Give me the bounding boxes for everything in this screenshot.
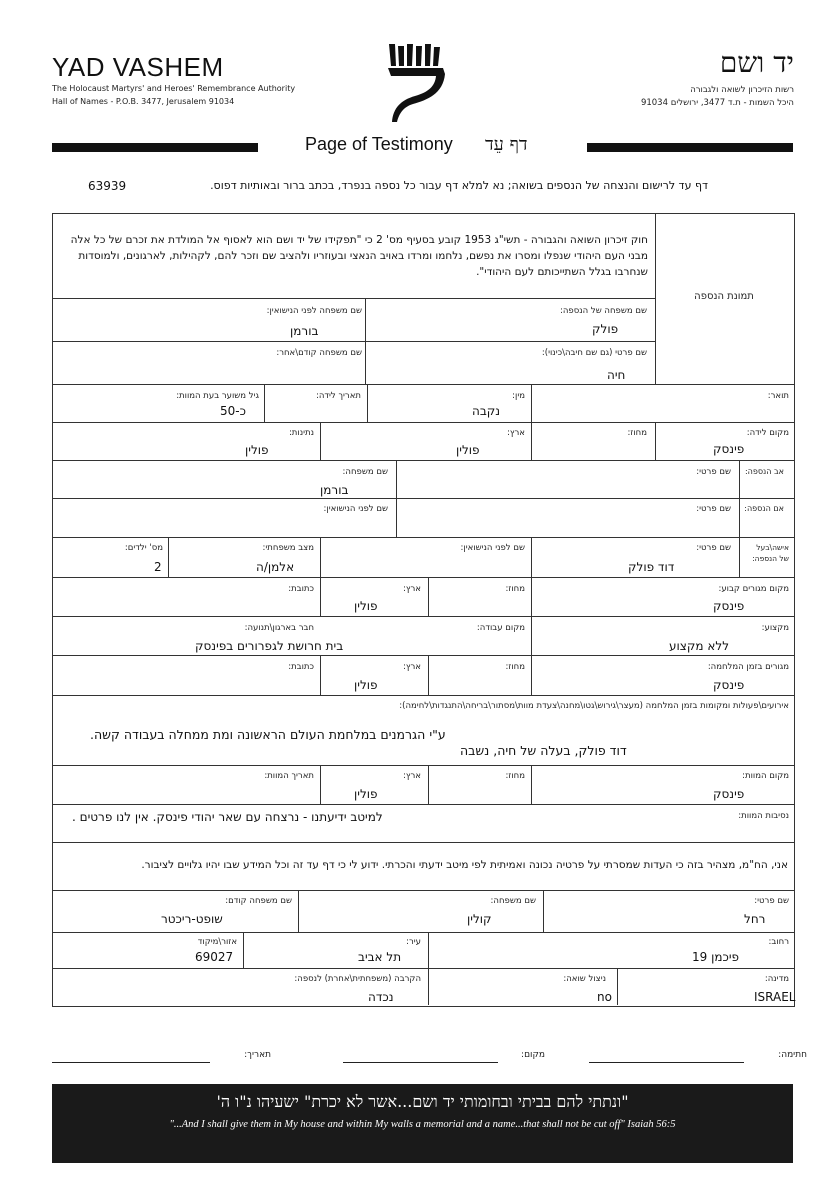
victim-birth-date-label: תאריך לידה: — [315, 391, 361, 401]
victim-age-label: גיל משוער בעת המוות: — [176, 391, 259, 401]
wartime-address-label: כתובת: — [288, 662, 314, 672]
title-bar-left — [52, 143, 258, 152]
submitter-first-name-label: שם פרטי: — [754, 896, 789, 906]
spouse-first-name-value: דוד פולק — [628, 560, 675, 574]
profession-value: ללא מקצוע — [669, 639, 730, 653]
victim-gender-label: מין: — [512, 391, 525, 401]
victim-last-name-value: פולק — [592, 322, 619, 336]
children-count-label: מס' ילדים: — [124, 543, 163, 553]
victim-maiden-name-value: בורמן — [290, 324, 319, 338]
submitter-city-value: תל אביב — [358, 950, 402, 964]
death-place-value: פינסק — [713, 787, 745, 801]
sign-date-label: תאריך: — [244, 1050, 271, 1060]
spouse-maiden-name-label: שם לפני הנישואין: — [460, 543, 525, 553]
submitter-city-label: עיר: — [406, 937, 421, 947]
victim-previous-last-name-label: שם משפחה קודם\אחר: — [276, 348, 362, 358]
victim-first-name-label: שם פרטי (גם שם חיבה\כינוי): — [541, 348, 647, 358]
org-subtitle-he-2: היכל השמות - ת.ד 3477, ירושלים 91034 — [640, 98, 794, 108]
wartime-country-value: פולין — [354, 678, 378, 692]
victim-title-label: תואר: — [767, 391, 789, 401]
victim-last-name-label: שם משפחה של הנספה: — [559, 306, 647, 316]
organization-label: חבר בארגון\תנועה: — [244, 623, 314, 633]
victim-gender-value: נקבה — [472, 404, 501, 418]
marital-status-label: מצב משפחתי: — [262, 543, 314, 553]
sign-date-line[interactable] — [52, 1062, 210, 1063]
victim-maiden-name-label: שם משפחה לפני הנישואין: — [266, 306, 362, 316]
death-place-label: מקום המוות: — [742, 771, 789, 781]
signature-label: חתימה: — [778, 1050, 807, 1060]
relation-value: נכדה — [368, 990, 394, 1004]
submitter-zip-value: 69027 — [195, 950, 234, 964]
wartime-country-label: ארץ: — [403, 662, 421, 672]
wartime-place-label: מגורים בזמן המלחמה: — [707, 662, 789, 672]
victim-birth-place-label: מקום לידה: — [746, 428, 789, 438]
sign-place-line[interactable] — [343, 1062, 498, 1063]
profession-label: מקצוע: — [761, 623, 789, 633]
org-subtitle-en-1: The Holocaust Martyrs' and Heroes' Remembrance Authority — [52, 84, 296, 93]
sign-place-label: מקום: — [521, 1050, 545, 1060]
residence-address-label: כתובת: — [288, 584, 314, 594]
form-number: 63939 — [88, 179, 127, 193]
survivor-value: no — [597, 990, 612, 1004]
father-first-name-label: שם פרטי: — [696, 467, 731, 477]
victim-birth-district-label: מחוז: — [627, 428, 647, 438]
victim-nationality-value: פולין — [245, 443, 269, 457]
declaration-text: אני, הח"מ, מצהיר בזה כי העדות שמסרתי על פרטיה נכונה ואמיתית לפי מיטב ידעתי והכרתי. ידוע לי כי דף עד זה וכל המידע שבו יהיו גלויים לציבור. — [141, 859, 788, 871]
death-country-label: ארץ: — [403, 771, 421, 781]
marital-status-value: אלמן/ה — [256, 560, 295, 574]
victim-nationality-label: נתינות: — [288, 428, 314, 438]
submitter-country-label: מדינה: — [764, 974, 789, 984]
spouse-first-name-label: שם פרטי: — [696, 543, 731, 553]
yad-vashem-logo — [383, 42, 453, 124]
father-last-name-label: שם משפחה: — [342, 467, 388, 477]
org-subtitle-he-1: רשות הזיכרון לשואה ולגבורה — [690, 85, 794, 95]
residence-country-label: ארץ: — [403, 584, 421, 594]
submitter-first-name-value: רחל — [744, 912, 766, 926]
survivor-label: ניצול שואה: — [563, 974, 606, 984]
org-subtitle-en-2: Hall of Names - P.O.B. 3477, Jerusalem 91034 — [52, 97, 235, 106]
mother-row-label: אם הנספה: — [744, 504, 784, 513]
death-circumstances-label: נסיבות המוות: — [738, 811, 789, 821]
form-frame — [52, 213, 795, 1007]
father-row-label: אב הנספה: — [744, 467, 784, 476]
death-district-label: מחוז: — [505, 771, 525, 781]
org-name-en: YAD VASHEM — [52, 52, 224, 82]
footer-quote-en: "...And I shall give them in My house and within My walls a memorial and a name...that shall not be cut off" Isaiah 56:5 — [169, 1119, 676, 1130]
death-date-label: תאריך המוות: — [264, 771, 314, 781]
submitter-zip-label: אזור\מיקוד — [197, 937, 237, 947]
submitter-street-label: רחוב: — [768, 937, 789, 947]
wartime-place-value: פינסק — [713, 678, 745, 692]
residence-country-value: פולין — [354, 599, 378, 613]
victim-first-name-value: חיה — [607, 368, 626, 382]
victim-photo-label: תמונת הנספה — [694, 291, 754, 302]
relation-label: הקרבה (משפחתית\אחרת) לנספה: — [294, 974, 421, 984]
victim-birth-country-label: ארץ: — [507, 428, 525, 438]
mother-maiden-name-label: שם לפני הנישואין: — [323, 504, 388, 514]
footer-quote-he: "ונתתי להם בביתי ובחומותי יד ושם...אשר לא יכרת" ישעיהו נ"ו ה' — [216, 1092, 629, 1111]
residence-place-label: מקום מגורים קבוע: — [718, 584, 789, 594]
submitter-last-name-label: שם משפחה: — [490, 896, 536, 906]
events-label: אירועים\פעולות ומקומות בזמן המלחמה (מעצר\גירוש\גטו\מחנה\צעדת מוות\מסתור\בריחה\התנגדות\לחימה): — [399, 701, 789, 711]
form-instructions: דף עד לרישום והנצחה של הנספים בשואה; נא למלא דף עבור כל נספה בנפרד, בכתב ברור ובאותיות דפוס. — [210, 179, 708, 192]
events-line-2: דוד פולק, בעלה של חיה, נשבה — [460, 743, 627, 758]
residence-place-value: פינסק — [713, 599, 745, 613]
form-title-en: Page of Testimony — [305, 134, 453, 154]
mother-first-name-label: שם פרטי: — [696, 504, 731, 514]
signature-line[interactable] — [589, 1062, 744, 1063]
death-country-value: פולין — [354, 787, 378, 801]
spouse-row-label-1: אישה\בעל — [756, 543, 789, 552]
workplace-label: מקום עבודה: — [476, 623, 525, 633]
title-bar-right — [587, 143, 793, 152]
form-title-he: דף עֵד — [485, 134, 528, 155]
org-name-he: יד ושם — [719, 46, 794, 79]
children-count-value: 2 — [154, 560, 162, 574]
submitter-country-value: ISRAEL — [754, 990, 796, 1004]
residence-district-label: מחוז: — [505, 584, 525, 594]
submitter-last-name-value: קולין — [467, 912, 492, 926]
death-circumstances-value: למיטב ידיעתנו - נרצחה עם שאר יהודי פינסק. אין לנו פרטים . — [72, 810, 383, 824]
victim-birth-place-value: פינסק — [713, 442, 745, 456]
law-text: חוק זיכרון השואה והגבורה - תשי"ג 1953 קובע בסעיף מס' 2 כי "תפקידו של יד ושם הוא לאסוף אל המולדת את זכרם של כל אלה מבני העם היהודי שנפלו ומסרו את נפשם, נלחמו ומרדו באויב הנאצי ובעוזריו ולהציב שם וזכר להם, לקהילות, לארגונים, ולמוסדות שנחרבו בגלל השתייכותם לעם היהודי". — [70, 234, 648, 278]
submitter-prev-last-label: שם משפחה קודם: — [225, 896, 292, 906]
submitter-prev-last-value: שופט-ריכטר — [161, 912, 223, 926]
victim-birth-country-value: פולין — [456, 443, 480, 457]
wartime-district-label: מחוז: — [505, 662, 525, 672]
father-last-name-value: בורמן — [320, 483, 349, 497]
events-line-1: ע"י הגרמנים במלחמת העולם הראשונה ומת ממחלה בעבודה קשה. — [90, 727, 446, 742]
organization-value: בית חרושת לגפרורים בפינסק — [195, 639, 344, 653]
submitter-street-value: פיכמן 19 — [692, 950, 740, 964]
victim-age-value: כ-50 — [220, 404, 246, 418]
spouse-row-label-2: של הנספה: — [752, 554, 789, 563]
